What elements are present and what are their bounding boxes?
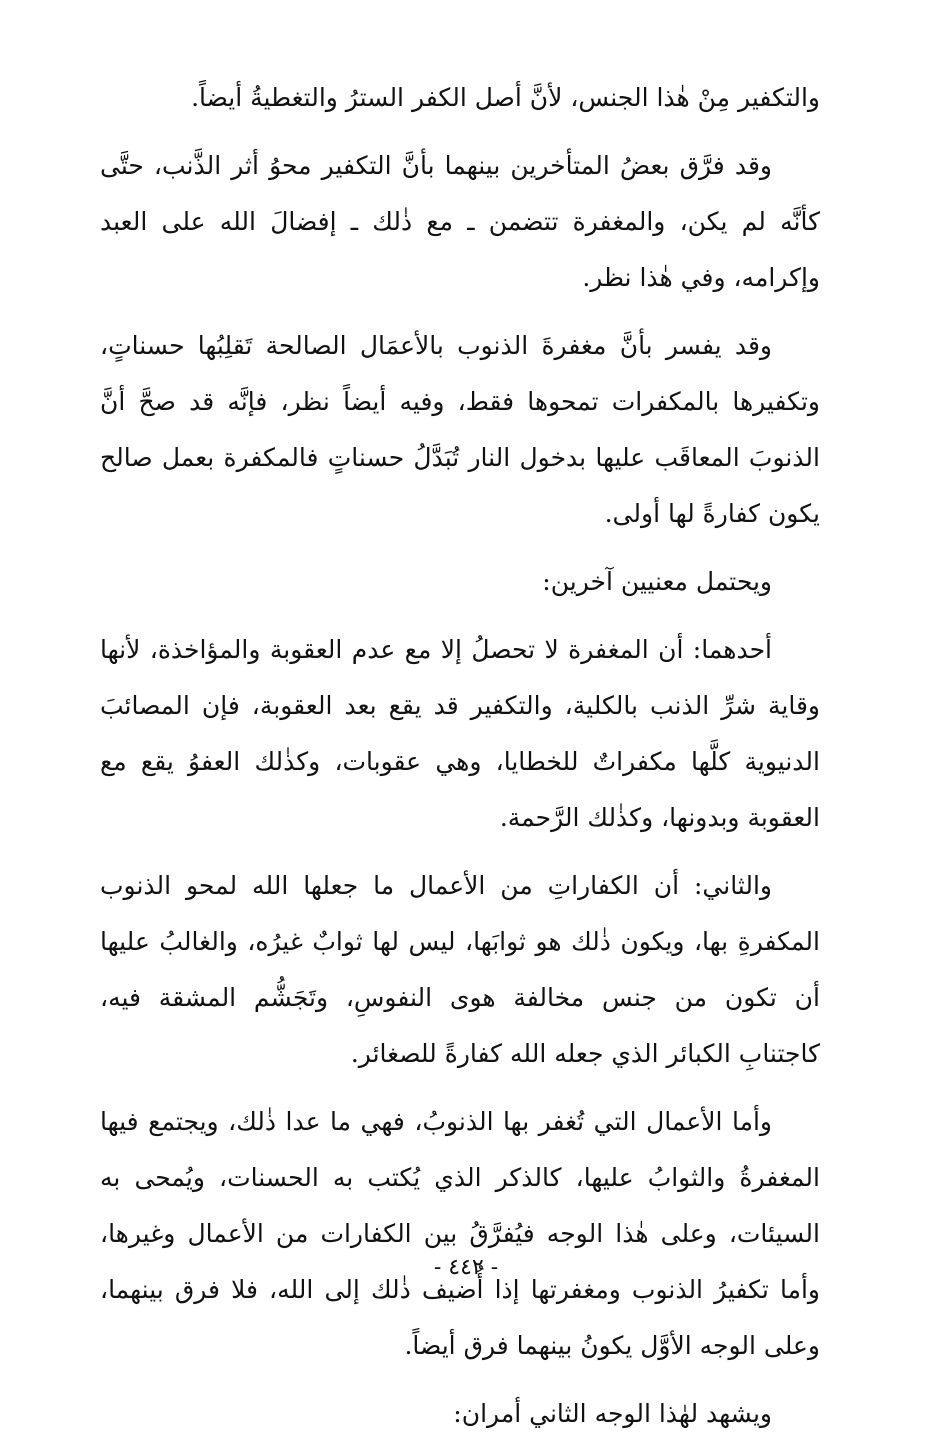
paragraph-2: وقد فرَّق بعضُ المتأخرين بينهما بأنَّ التكفير محوُ أثر الذَّنب، حتَّى كأنَّه لم يكن، والمغفرة تتضمن ـ مع ذٰلك ـ إفضالَ الله على العبد وإكرامه، وفي هٰذا نظر. bbox=[100, 151, 820, 292]
paragraph-1: والتكفير مِنْ هٰذا الجنس، لأنَّ أصل الكفر السترُ والتغطيةُ أيضاً. bbox=[191, 83, 820, 112]
paragraph-8: ويشهد لهٰذا الوجه الثاني أمران: bbox=[453, 1399, 772, 1428]
page-number: - ٤٤٢ - bbox=[433, 1255, 499, 1280]
paragraph-7: وأما الأعمال التي تُغفر بها الذنوبُ، فهي ما عدا ذٰلك، ويجتمع فيها المغفرةُ والثوابُ عليها، كالذكر الذي يُكتب به الحسنات، ويُمحى به السيئات، وعلى هٰذا الوجه فيُفرَّقُ بين الكفارات من الأعمال وغيرها، وأما تكفيرُ الذنوب ومغفرتها إذا أُضيف ذٰلك إلى الله، فلا فرق بينهما، وعلى الوجه الأوَّل يكونُ بينهما فرق أيضاً. bbox=[100, 1107, 820, 1360]
paragraph-5: أحدهما: أن المغفرة لا تحصلُ إلا مع عدم العقوبة والمؤاخذة، لأنها وقاية شرِّ الذنب بالكلية، والتكفير قد يقع بعد العقوبة، فإن المصائبَ الدنيوية كلَّها مكفراتٌ للخطايا، وهي عقوبات، وكذٰلك العفوُ يقع مع العقوبة وبدونها، وكذٰلك الرَّحمة. bbox=[100, 635, 820, 832]
paragraph-4: ويحتمل معنيين آخرين: bbox=[542, 567, 772, 596]
paragraph-3: وقد يفسر بأنَّ مغفرةَ الذنوب بالأعمَال الصالحة تَقلِبُها حسناتٍ، وتكفيرها بالمكفرات تمحوها فقط، وفيه أيضاً نظر، فإنَّه قد صحَّ أنَّ الذنوبَ المعاقَب عليها بدخول النار تُبَدَّلُ حسناتٍ فالمكفرة بعمل صالح يكون كفارةً لها أولى. bbox=[100, 331, 820, 528]
page-body bbox=[100, 70, 820, 1454]
paragraph-6: والثاني: أن الكفاراتِ من الأعمال ما جعلها الله لمحو الذنوب المكفرةِ بها، ويكون ذٰلك هو ثوابَها، ليس لها ثوابٌ غيرُه، والغالبُ عليها أن تكون من جنس مخالفة هوى النفوسِ، وتَجَشُّم المشقة فيه، كاجتنابِ الكبائر الذي جعله الله كفارةً للصغائر. bbox=[100, 871, 820, 1068]
